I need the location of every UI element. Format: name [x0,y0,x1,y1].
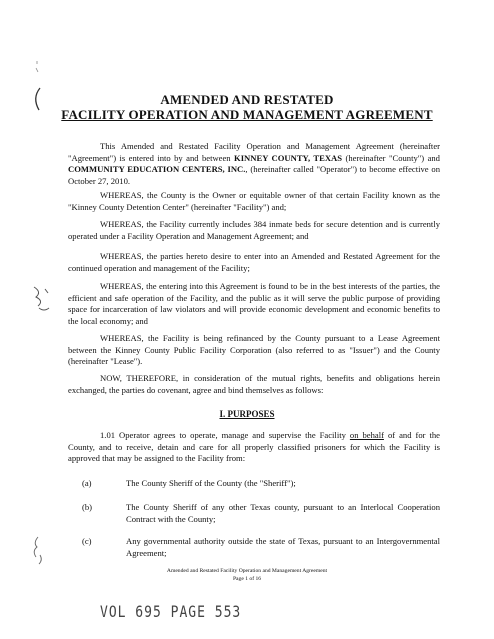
footer-page-number: Page 1 of 16 [232,576,262,582]
list-item-marker: (a) [82,478,92,488]
whereas-paragraph: WHEREAS, the Facility currently includes 384 inmate beds for secure detention and is currently operated under a Facility Operation and Management Agreement; and [68,219,440,241]
county-name: KINNEY COUNTY, TEXAS [234,152,343,163]
operator-name: COMMUNITY EDUCATION CENTERS, INC. [68,164,246,175]
title-line-2: FACILITY OPERATION AND MANAGEMENT AGREEMENT [61,107,433,122]
margin-scribble-mark [30,284,52,314]
list-item-text: The County Sheriff of any other Texas county, pursuant to an Interlocal Cooperation Contract with the County; [126,502,440,524]
now-therefore-paragraph: NOW, THEREFORE, in consideration of the mutual rights, benefits and obligations herein exchanged, the parties do covenant, agree and bind themselves as follows: [68,373,440,395]
margin-scribble-mark [30,535,46,567]
list-item-marker: (b) [82,502,93,512]
clause-text: of and for the County, and to receive, detain and care for all properly classified prisoners for which the Facility is approved that may be assigned to the Facility from: [68,430,440,464]
list-item-text: Any governmental authority outside the state of Texas, pursuant to an Intergovernmental Agreement; [126,536,440,558]
clause-1-01 [68,430,440,465]
clause-text: 1.01 Operator agrees to operate, manage and supervise the Facility [100,430,350,440]
volume-page-stamp: VOL 695 PAGE 553 [100,603,242,622]
intro-text: This Amended and Restated Facility Operation and Management Agreement (hereinafter "Agreement") is entered into by and between [68,141,440,163]
list-item-marker: (c) [82,536,92,546]
clause-underlined-text: on behalf [349,430,384,440]
intro-text: (hereinafter "County") and [342,152,440,163]
whereas-paragraph: WHEREAS, the Facility is being refinanced by the County pursuant to a Lease Agreement between the Kinney County Public Facility Corporation (also referred to as "Issuer") and the County (hereinafter "Lease"). [68,333,440,367]
title-line-1: AMENDED AND RESTATED [160,92,334,107]
footer-title: Amended and Restated Facility Operation and Management Agreement [166,568,328,574]
intro-text: , (hereinafter called "Operator") to become effective on October 27, 2010. [68,164,441,186]
whereas-paragraph: WHEREAS, the entering into this Agreement is found to be in the best interests of the parties, the efficient and safe operation of the Facility, and the public as it will serve the public purpose of providing space for incarceration of law violators and will provide economic development and economic benefits to the local economy; and [68,281,440,326]
whereas-paragraph: WHEREAS, the County is the Owner or equitable owner of that certain Facility known as the "Kinney County Detention Center" (hereinafter "Facility") and; [68,190,440,212]
list-item-text: The County Sheriff of the County (the "Sheriff"); [126,478,296,488]
intro-paragraph [68,141,440,187]
section-heading: I. PURPOSES [219,409,275,419]
margin-dot-mark [34,60,40,74]
whereas-paragraph: WHEREAS, the parties hereto desire to enter into an Amended and Restated Agreement for the continued operation and management of the Facility; [68,251,440,273]
